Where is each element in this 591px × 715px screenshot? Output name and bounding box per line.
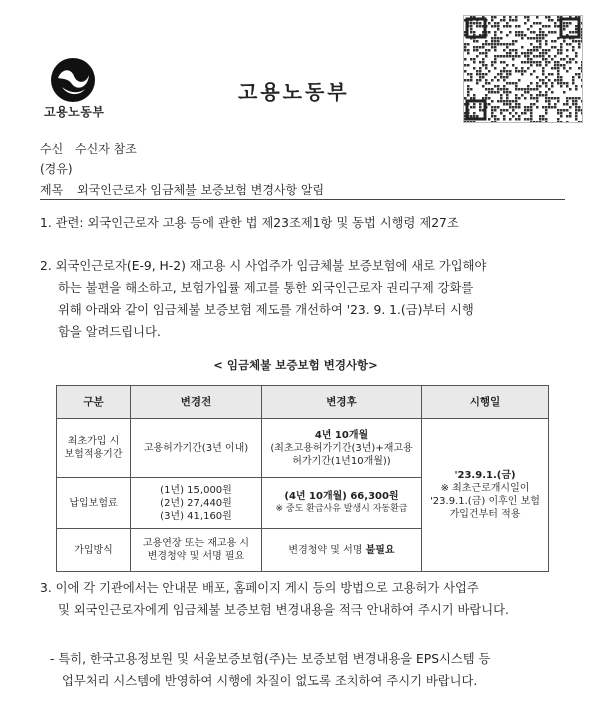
table-header-row: [57, 386, 549, 419]
subject-label: 제목: [40, 183, 64, 197]
table-row: [57, 419, 549, 478]
before-cell: 고용연장 또는 재고용 시 변경청약 및 서명 필요: [131, 529, 262, 572]
subject-line: [40, 181, 324, 198]
before-cell: 고용허가기간(3년 이내): [131, 419, 262, 478]
qr-code-icon: [463, 15, 583, 123]
note-line: 업무처리 시스템에 반영하여 시행에 차질이 없도록 조치하여 주시기 바랍니다.: [62, 674, 478, 688]
org-title: 고용노동부: [238, 80, 350, 104]
row-label: 최초가입 시 보험적용기간: [57, 419, 131, 478]
item-2-line: 위해 아래와 같이 임금체불 보증보험 제도를 개선하여 '23. 9. 1.(금)부터 시행: [58, 303, 474, 317]
divider: [40, 199, 565, 200]
row-label: 납입보험료: [57, 478, 131, 529]
header-category: 구분: [57, 386, 131, 419]
recipient-line: [40, 140, 137, 157]
subject-value: 외국인근로자 임금체불 보증보험 변경사항 알림: [77, 183, 325, 197]
item-3-line: 3. 이에 각 기관에서는 안내문 배포, 홈페이지 게시 등의 방법으로 고용허가 사업주: [40, 581, 479, 595]
recipient-value: 수신자 참조: [75, 142, 137, 156]
item-2-line: 2. 외국인근로자(E-9, H-2) 재고용 시 사업주가 임금체불 보증보험에 새로 가입해야: [40, 259, 487, 273]
item-2-line: 하는 불편을 해소하고, 보험가입률 제고를 통한 외국인근로자 권리구제 강화를: [58, 281, 474, 295]
header-effective: 시행일: [422, 386, 549, 419]
via-line: (경유): [40, 162, 73, 176]
after-cell: 변경청약 및 서명 불필요: [262, 529, 422, 572]
item-2: [40, 255, 486, 343]
item-2-line: 함을 알려드립니다.: [58, 325, 161, 339]
after-cell: 4년 10개월 (최초고용허가기간(3년)+재고용 허가기간(1년10개월)): [262, 419, 422, 478]
ministry-logo-icon: [50, 57, 96, 103]
row-label: 가입방식: [57, 529, 131, 572]
effective-date: '23.9.1.(금): [454, 470, 516, 481]
header-before: 변경전: [131, 386, 262, 419]
org-logo-text: 고용노동부: [44, 105, 105, 119]
item-3: [40, 577, 509, 621]
header-after: 변경후: [262, 386, 422, 419]
recipient-label: 수신: [40, 142, 64, 156]
after-cell: (4년 10개월) 66,300원 ※ 중도 환급사유 발생시 자동환급: [262, 478, 422, 529]
item-3-line: 및 외국인근로자에게 임금체불 보증보험 변경내용을 적극 안내하여 주시기 바랍니다.: [58, 603, 509, 617]
before-cell: (1년) 15,000원 (2년) 27,440원 (3년) 41,160원: [131, 478, 262, 529]
item-1: 1. 관련: 외국인근로자 고용 등에 관한 법 제23조제1항 및 동법 시행령 제27조: [40, 216, 459, 230]
change-table: [56, 385, 549, 572]
effective-date-cell: '23.9.1.(금) ※ 최초근로개시일이 '23.9.1.(금) 이후인 보험 가입건부터 적용: [422, 419, 549, 572]
note-line: - 특히, 한국고용정보원 및 서울보증보험(주)는 보증보험 변경내용을 EPS시스템 등: [50, 652, 491, 666]
table-title: < 임금체불 보증보험 변경사항>: [213, 358, 378, 372]
note: [50, 648, 490, 692]
